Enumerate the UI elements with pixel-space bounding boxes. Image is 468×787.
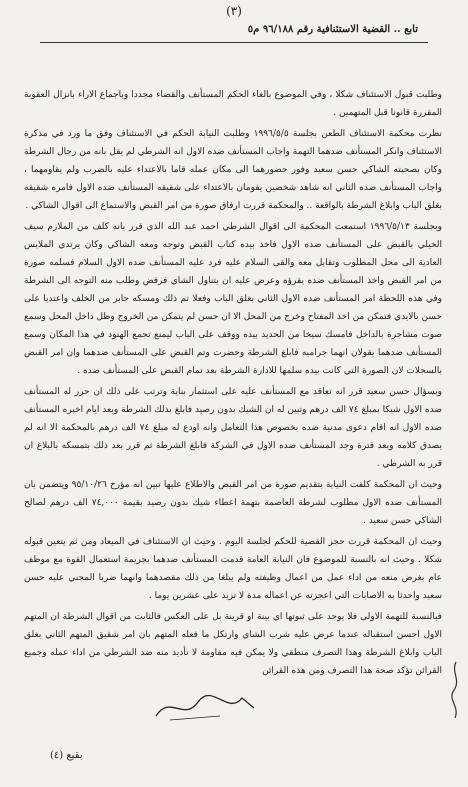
header-divider: [40, 42, 428, 43]
paragraph-1: وطلبت قبول الاستئناف شكلا ، وفي الموضوع بالغاء الحكم المستأنف والقضاء مجددا وباجماع الاراء بانزال العقوبة المقررة قانونا قبل المتهمين .: [24, 90, 442, 118]
paragraph-6: وحيث ان المحكمة قررت حجز القضية للحكم لجلسة اليوم . وحيث ان الاستئناف في الميعاد ومن ثم يتعين قبوله شكلا . وحيث انه بالنسبة للموضوع فان النيابة العامة قدمت المستأنف ضدهما بجريمة استعمال القوة مع موظف عام بغرض منعه من اداء عمل من اعمال وظيفته ولم يبلغا من ذلك مقصدهما وانهما ضربا المجني عليه حسن سعيد واحدثا به الاصابات التي اعجزته عن اعماله مدة لا تزيد على عشرين يوما .: [24, 537, 442, 601]
paragraph-5: وحيث ان المحكمة كلفت النيابة بتقديم صورة من امر القبض والاطلاع عليها تبين انه مؤرخ ٩٥/١٠/٢٦ ويتضمن بان المستأنف ضده الاول مطلوب لشرطة العاصمة بتهمة اعطاء شيك بدون رصيد بقيمة ٧٤,٠٠٠ الف درهم لصالح الشاكي حسن سعيد .: [24, 480, 442, 526]
paragraph-3: وبجلسة ١٩٩٦/٥/١٣ استمعت المحكمة الى اقوال الشرطي احمد عبد الله الذي قرر بانه كلف من الملازم سيف الخيلي بالقبض على المستأنف ضده الاول فاخذ بيده كتاب القبض وتوجه ومعه الشاكي وكان يرتدي الملابس العادية الى محل المطلوب وتقابل معه والقى السلام عليه فرد عليه المستأنف ضده الاول السلام فسلمه صورة من امر القبض واخذ المستأنف ضده يقرؤه وعرض عليه ان يتناول الشاي فرفض وطلب منه التوجه الى الشرطة وفي هذه اللحظة امر المستأنف ضده الاول الثاني بغلق الباب وفعلا تم ذلك ومسكه جابر من الخلف واعتديا على حسن بالايدي فتمكن من اخذ المفتاح وخرج من المحل الا ان حسن لم يتمكن من الخروج وظل داخل المحل وسمع صوت مشاجرة بالداخل فامسك سيخا من الحديد بيده ووقف على الباب ليمنع تجمع الهنود في هذا المكان وسمع المستأنف ضدهما يقولان انهما جراميه فابلغ الشرطة وحضرت وتم القبض على المستأنف ضدهما وان امر القبض بالسجلات لان الصورة التي كانت بيده سلمها للادارة الشرطة بعد تمام القبض على المستأنف ضده .: [24, 222, 443, 376]
signature-mark: [150, 686, 260, 726]
margin-handwriting-mark: [448, 660, 464, 720]
paragraph-2: نظرت محكمة الاستئناف الطعن بجلسة ١٩٩٦/٥/٥ وطلبت النيابة الحكم في الاستئناف وفق ما ورد في مذكرة الاستئناف وانكر المستأنف ضدهما التهمة واجاب المستأنف ضده الاول انه الشرطي لم يقل بانه من رجال الشرطة وكان بصحبته الشاكي حسن سعيد وفور حضورهما الى مكان عمله قاما بالاعتداء عليه بالضرب ولم يقاومهما ، واجاب المستأنف ضده الثاني انه شاهد شخصين يقومان بالاعتداء على شقيقه المستأنف ضده الاول فامره شقيقه بغلق الباب وابلاغ الشرطة بالواقعة .. والمحكمة قررت ارفاق صورة من امر القبض والاستماع الى اقوال الشاكي .: [24, 129, 442, 211]
case-header: تابع .. القضية الاستئنافية رقم ٩٦/١٨٨ م٥: [247, 24, 418, 35]
paragraph-7: فبالنسبة للتهمة الاولى فلا يوجد على ثبوتها اي بينة او قرينة بل على العكس فالثابت من اقوال الشرطة ان المتهم الاول احسن استقباله عندما عرض عليه شرب الشاي وارتكل ما فعله المتهم بان امر شقيق المتهم الثاني بغلق الباب وابلاغ الشرطة وهذا التصرف منطقي ولا يمكن فيه مقاومة لا تأديد منه ضد الشرطي من اداء عمله وجميع القرائن تؤكد صحة هذا التصرف ومن هذه القرائن: [24, 612, 442, 676]
paragraph-4: وبسؤال حسن سعيد قرر انه تعاقد مع المستأنف عليه على استثمار بناية وترتب على ذلك ان حرر له المستأنف ضده الاول شيكا بمبلغ ٧٤ الف درهم وتبين له ان الشيك بدون رصيد فابلغ بذلك الشرطة وبعد ايام اخبره المستأنف ضده الاول انه اقام دعوى مدنية ضده بخصوص هذا التعامل وانه اودع له مبلغ ٧٤ الف درهم بالمحكمة الا انه لم يصدق كلامه وبعد فترة وجد المستأنف ضده الاول في الشركة فابلغ الشرطة ثم قرر بعد ذلك بتمسكه بالبلاغ ان قرر به الشرطي .: [24, 387, 443, 469]
document-body: [24, 86, 442, 683]
page-number: (٣): [226, 4, 242, 18]
continued-footer: بقيع (٤): [50, 750, 83, 761]
